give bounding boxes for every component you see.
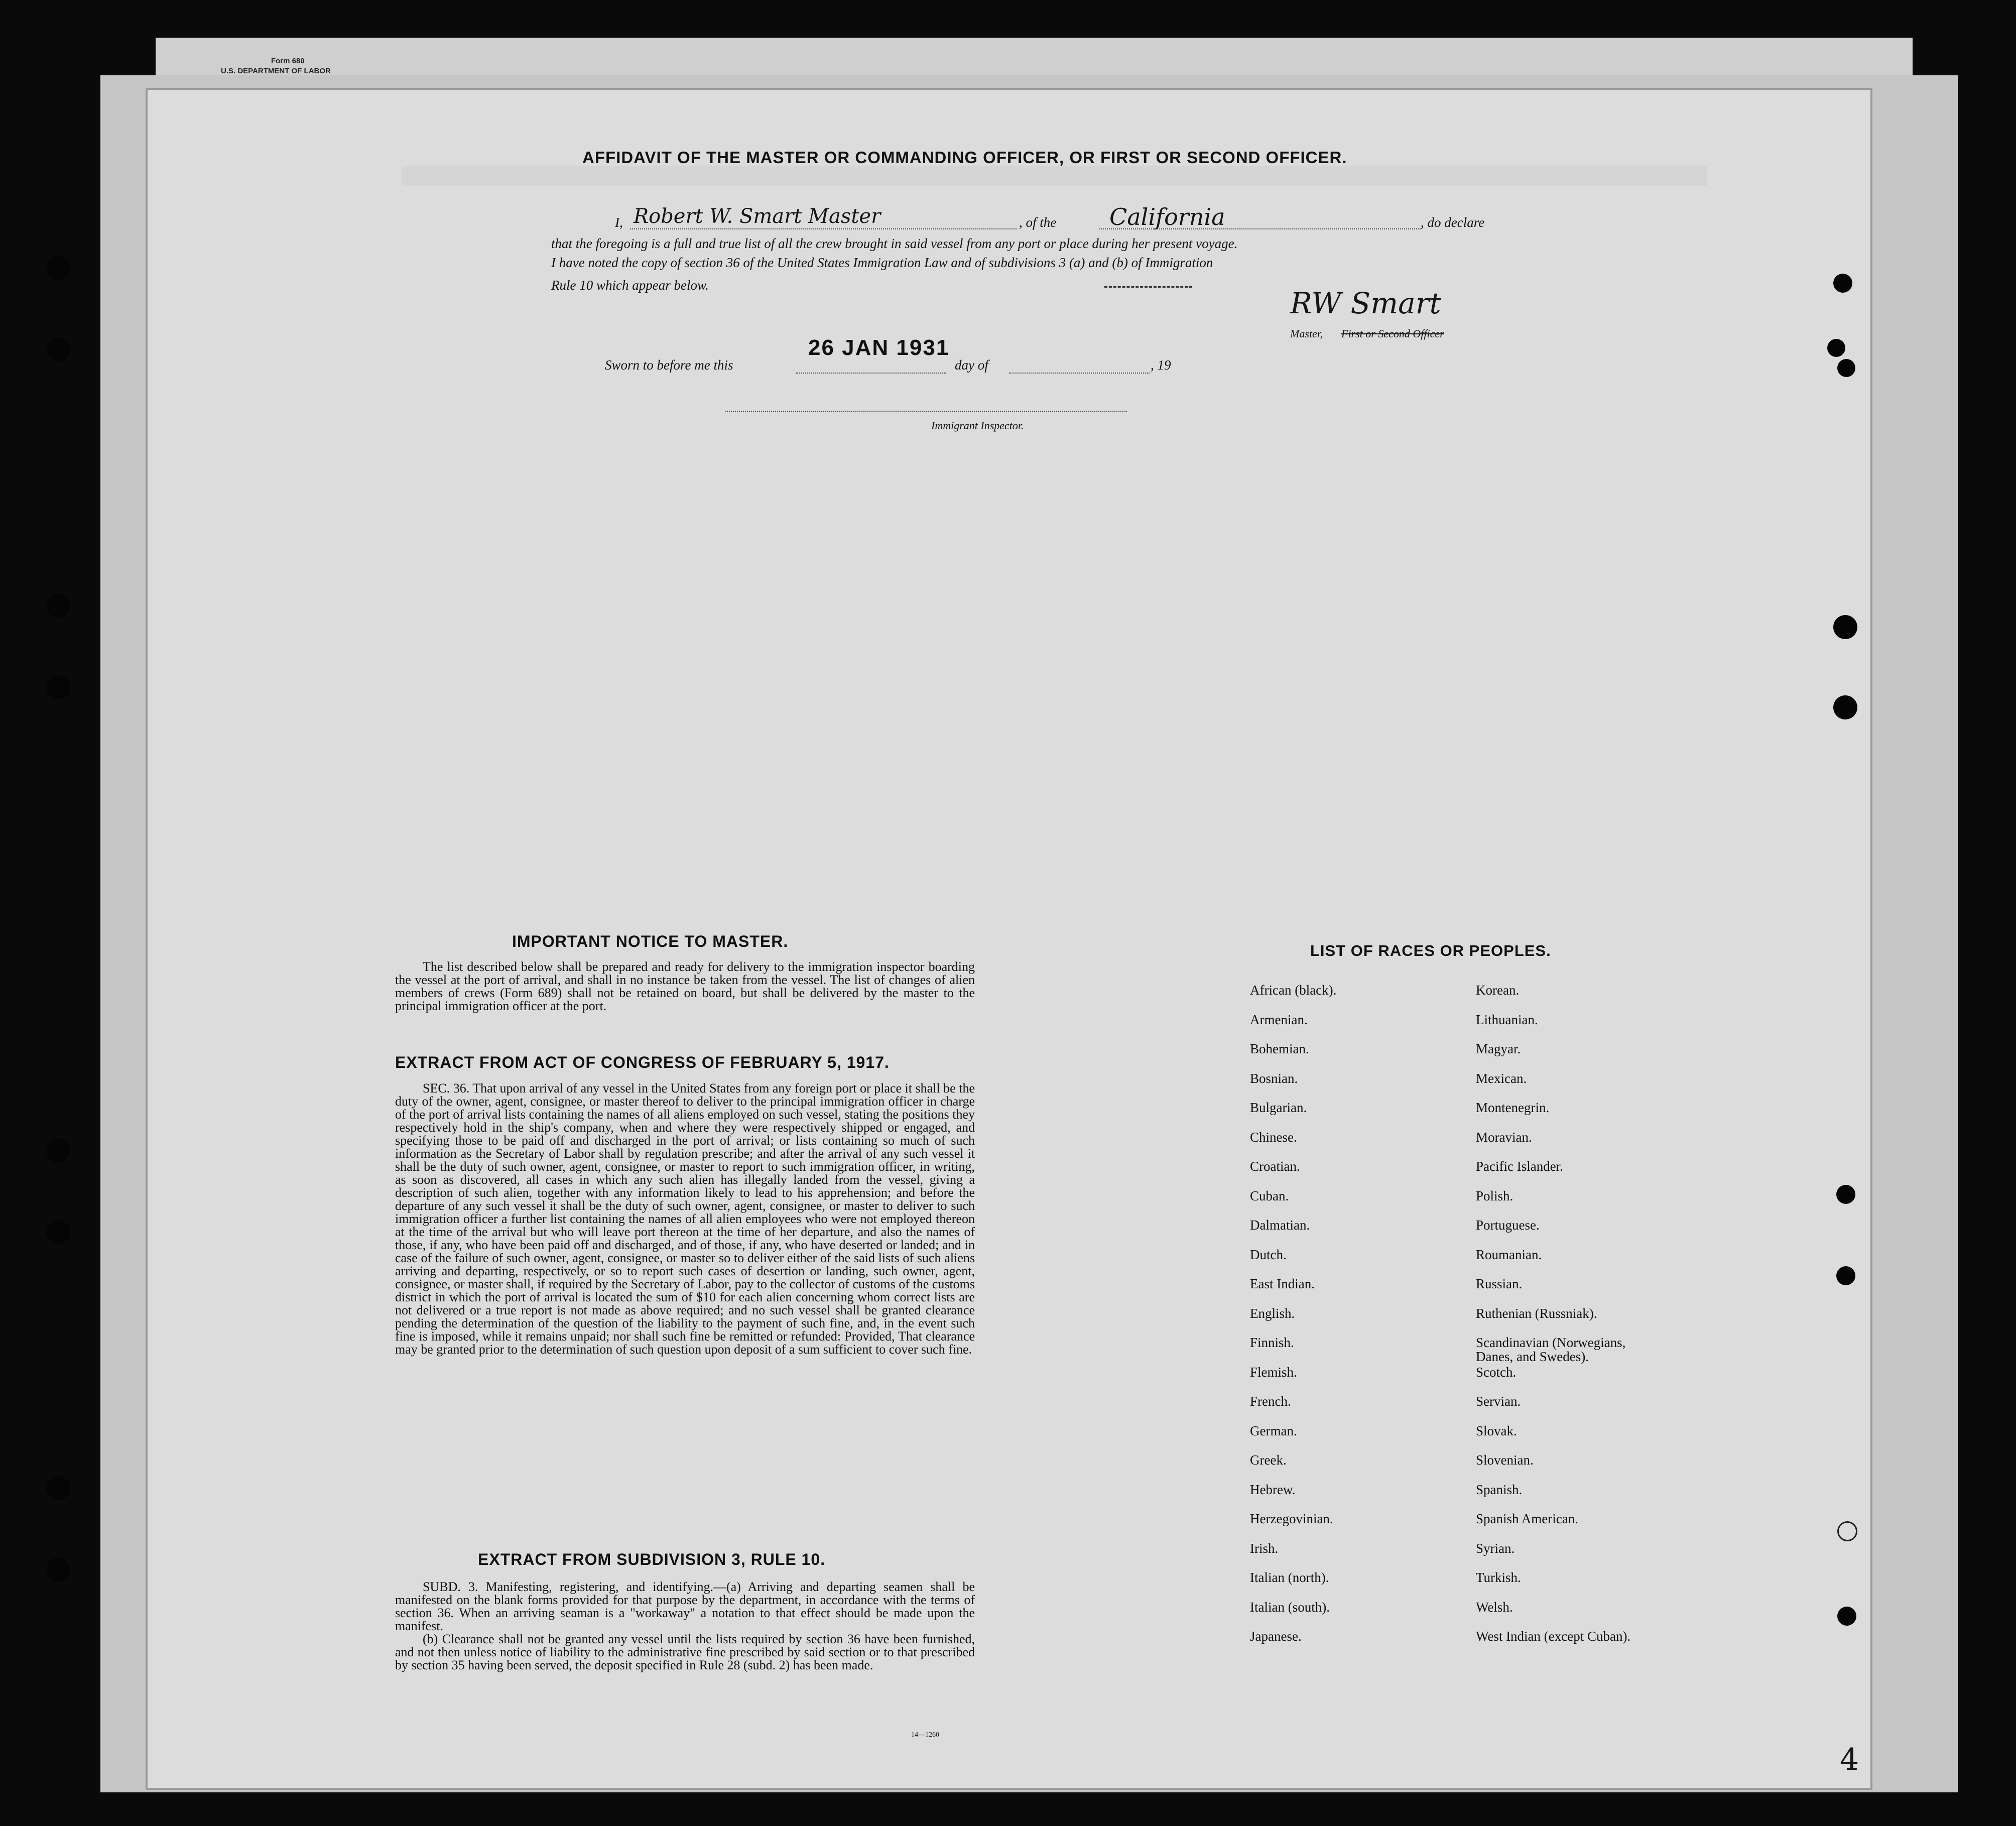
punch-hole <box>46 1557 70 1581</box>
race-item: Russian. <box>1476 1276 1523 1291</box>
punch-hole <box>1836 1266 1855 1285</box>
affidavit-line-4: Rule 10 which appear below. <box>551 278 709 293</box>
race-item: French. <box>1250 1394 1291 1409</box>
race-item: Greek. <box>1250 1452 1287 1468</box>
race-item: African (black). <box>1250 983 1337 998</box>
race-item: Cuban. <box>1250 1188 1289 1203</box>
race-item: Bulgarian. <box>1250 1100 1307 1115</box>
affidavit-line-2: that the foregoing is a full and true list of all the crew brought in said vessel from any port or place during her present voyage. <box>551 236 1238 251</box>
punch-hole <box>46 256 70 280</box>
notice-text <box>395 960 975 1013</box>
race-item: English. <box>1250 1305 1295 1321</box>
race-item: German. <box>1250 1423 1297 1438</box>
sworn-label: Sworn to before me this <box>605 357 733 373</box>
race-item: East Indian. <box>1250 1276 1315 1291</box>
race-item: Slovenian. <box>1476 1452 1534 1468</box>
race-item: Portuguese. <box>1476 1218 1540 1233</box>
punch-hole <box>46 1220 70 1244</box>
department-label: U.S. DEPARTMENT OF LABOR <box>221 67 331 75</box>
race-item: Croatian. <box>1250 1159 1300 1174</box>
punch-hole <box>1833 695 1857 719</box>
race-item: Mexican. <box>1476 1070 1527 1086</box>
race-item: Magyar. <box>1476 1041 1521 1056</box>
year-prefix: , 19 <box>1151 357 1171 373</box>
punch-hole <box>1833 274 1852 293</box>
bleed-through-band <box>402 166 1707 186</box>
race-item: Hebrew. <box>1250 1482 1296 1497</box>
signature-caption-master: Master, <box>1290 327 1323 340</box>
race-item: Turkish. <box>1476 1570 1521 1585</box>
races-list <box>1250 983 1712 1659</box>
vessel-line <box>1099 228 1421 229</box>
race-item: Lithuanian. <box>1476 1012 1538 1027</box>
race-item: Montenegrin. <box>1476 1100 1550 1115</box>
race-item: Bohemian. <box>1250 1041 1309 1056</box>
race-item: Scotch. <box>1476 1364 1517 1380</box>
month-line <box>1009 373 1150 374</box>
affidavit-title: AFFIDAVIT OF THE MASTER OR COMMANDING OFFICER, OR FIRST OR SECOND OFFICER. <box>582 148 1347 167</box>
race-item: Italian (south). <box>1250 1599 1330 1615</box>
race-item: Italian (north). <box>1250 1570 1329 1585</box>
act-paragraph: SEC. 36. That upon arrival of any vessel in the United States from any foreign port or place it shall be the duty of the owner, agent, consignee, or master thereof to deliver to the principal immigration officer in charge of the port of arrival lists containing the names of all aliens employed on such vessel, stating the positions they respectively hold in the ship's company, when and where they were respectively shipped or engaged, and specifying those to be paid off and discharged in the port of arrival; or lists containing so much of such information as the Secretary of Labor shall by regulation prescribe; and after the arrival of any such vessel it shall be the duty of such owner, agent, consignee, or master to report to such immigration officer, in writing, as soon as discovered, all cases in which any such alien has illegally landed from the vessel, giving a description of such alien, together with any information likely to lead to his apprehension; and before the departure of any such vessel it shall be the duty of such owner, agent, consignee, or master to deliver to such immigration officer a further list containing the names of all alien employees who were not employed thereon at the time of the arrival but who will leave port thereon at the time of her departure, and also the names of those, if any, who have been paid off and discharged, and of those, if any, who have deserted or landed; and in case of the failure of such owner, agent, consignee, or master so to deliver either of the said lists of such aliens arriving and departing, respectively, or so to report such cases of desertion or landing, such owner, agent, consignee, or master shall, if required by the Secretary of Labor, pay to the collector of customs of the customs district in which the port of arrival is located the sum of $10 for each alien concerning whom correct lists are not delivered or a true report is not made as above required; and no such vessel shall be granted clearance pending the determination of the question of the liability to the payment of such fine, and, in the event such fine is imposed, while it remains unpaid; nor shall such fine be remitted or refunded: Provided, That clearance may be granted prior to the determination of such question upon deposit of a sum sufficient to cover such fine. <box>395 1081 975 1357</box>
punch-hole <box>1833 615 1857 639</box>
race-item: Irish. <box>1250 1540 1279 1556</box>
race-item: Japanese. <box>1250 1629 1302 1644</box>
sworn-date-line <box>796 373 946 374</box>
race-item: Armenian. <box>1250 1012 1308 1027</box>
vessel-name: California <box>1109 203 1225 230</box>
inspector-signature-line <box>725 411 1127 412</box>
race-item: Dutch. <box>1250 1247 1287 1262</box>
punch-hole <box>46 675 70 699</box>
race-item: Spanish. <box>1476 1482 1523 1497</box>
day-of-label: day of <box>955 357 988 373</box>
punch-hole <box>1827 339 1845 357</box>
rule-title: EXTRACT FROM SUBDIVISION 3, RULE 10. <box>478 1550 826 1568</box>
form-number: Form 680 <box>271 57 305 65</box>
races-column-1 <box>1250 983 1476 1659</box>
punch-hole <box>1837 359 1855 377</box>
affidavit-lead: I, <box>615 215 623 230</box>
race-item: Slovak. <box>1476 1423 1517 1438</box>
margin-mark: 4 <box>1840 1742 1859 1777</box>
rule-paragraph-a: SUBD. 3. Manifesting, registering, and identifying.—(a) Arriving and departing seamen shall be manifested on the blank forms provided for that purpose by the department, in accordance with the terms of section 36. When an arriving seaman is a "workaway" a notation to that effect should be made upon the manifest. <box>395 1579 975 1633</box>
punch-hole <box>46 1139 70 1163</box>
race-item: Moravian. <box>1476 1129 1532 1145</box>
race-item: Ruthenian (Russniak). <box>1476 1305 1597 1321</box>
punch-hole <box>46 1476 70 1500</box>
punch-hole <box>46 594 70 618</box>
race-item: Finnish. <box>1250 1335 1294 1350</box>
act-title: EXTRACT FROM ACT OF CONGRESS OF FEBRUARY 5, 1917. <box>395 1053 890 1071</box>
race-item: Polish. <box>1476 1188 1514 1203</box>
declare-label: , do declare <box>1421 215 1485 230</box>
race-item: Chinese. <box>1250 1129 1297 1145</box>
signature-caption-struck: First or Second Officer <box>1341 327 1444 340</box>
punch-hole <box>1836 1185 1855 1204</box>
race-item: Dalmatian. <box>1250 1218 1310 1233</box>
race-item: Spanish American. <box>1476 1511 1578 1526</box>
date-stamp: 26 JAN 1931 <box>808 335 950 360</box>
rule-text <box>395 1580 975 1672</box>
race-item: Bosnian. <box>1250 1070 1298 1086</box>
punch-hole <box>1837 1607 1856 1626</box>
affidavit-line-3: I have noted the copy of section 36 of the United States Immigration Law and of subdivisions 3 (a) and (b) of Immigration <box>551 255 1213 270</box>
race-item: Pacific Islander. <box>1476 1159 1563 1174</box>
dash-mark <box>1104 286 1192 288</box>
race-item: Herzegovinian. <box>1250 1511 1333 1526</box>
race-item: Roumanian. <box>1476 1247 1542 1262</box>
master-signature: RW Smart <box>1290 286 1441 320</box>
print-code: 14—1260 <box>911 1731 939 1739</box>
race-item: Welsh. <box>1476 1599 1513 1615</box>
of-the-label: , of the <box>1019 215 1057 230</box>
races-column-2 <box>1476 983 1712 1659</box>
race-item: Flemish. <box>1250 1364 1297 1380</box>
punch-hole <box>46 337 70 361</box>
name-line <box>630 228 1017 229</box>
notice-paragraph: The list described below shall be prepared and ready for delivery to the immigration inspector boarding the vessel at the port of arrival, and shall in no instance be taken from the vessel. The list of changes of alien members of crews (Form 689) shall not be retained on board, but shall be delivered by the master to the principal immigration officer at the port. <box>395 959 975 1013</box>
master-name: Robert W. Smart Master <box>634 205 881 228</box>
race-item: Syrian. <box>1476 1540 1515 1556</box>
inspector-caption: Immigrant Inspector. <box>931 419 1024 432</box>
races-title: LIST OF RACES OR PEOPLES. <box>1310 942 1551 959</box>
race-item: Servian. <box>1476 1394 1521 1409</box>
race-item: Scandinavian (Norwegians, Danes, and Swedes). <box>1476 1335 1626 1364</box>
race-item: West Indian (except Cuban). <box>1476 1629 1631 1644</box>
rule-paragraph-b: (b) Clearance shall not be granted any vessel until the lists required by section 36 have been furnished, and not then unless notice of liability to the administrative fine prescribed by said section or to that prescribed by section 35 having been served, the deposit specified in Rule 28 (subd. 2) has been made. <box>395 1632 975 1672</box>
act-text <box>395 1082 975 1356</box>
race-item: Korean. <box>1476 983 1520 998</box>
punch-hole <box>1837 1521 1857 1541</box>
notice-title: IMPORTANT NOTICE TO MASTER. <box>512 932 789 950</box>
